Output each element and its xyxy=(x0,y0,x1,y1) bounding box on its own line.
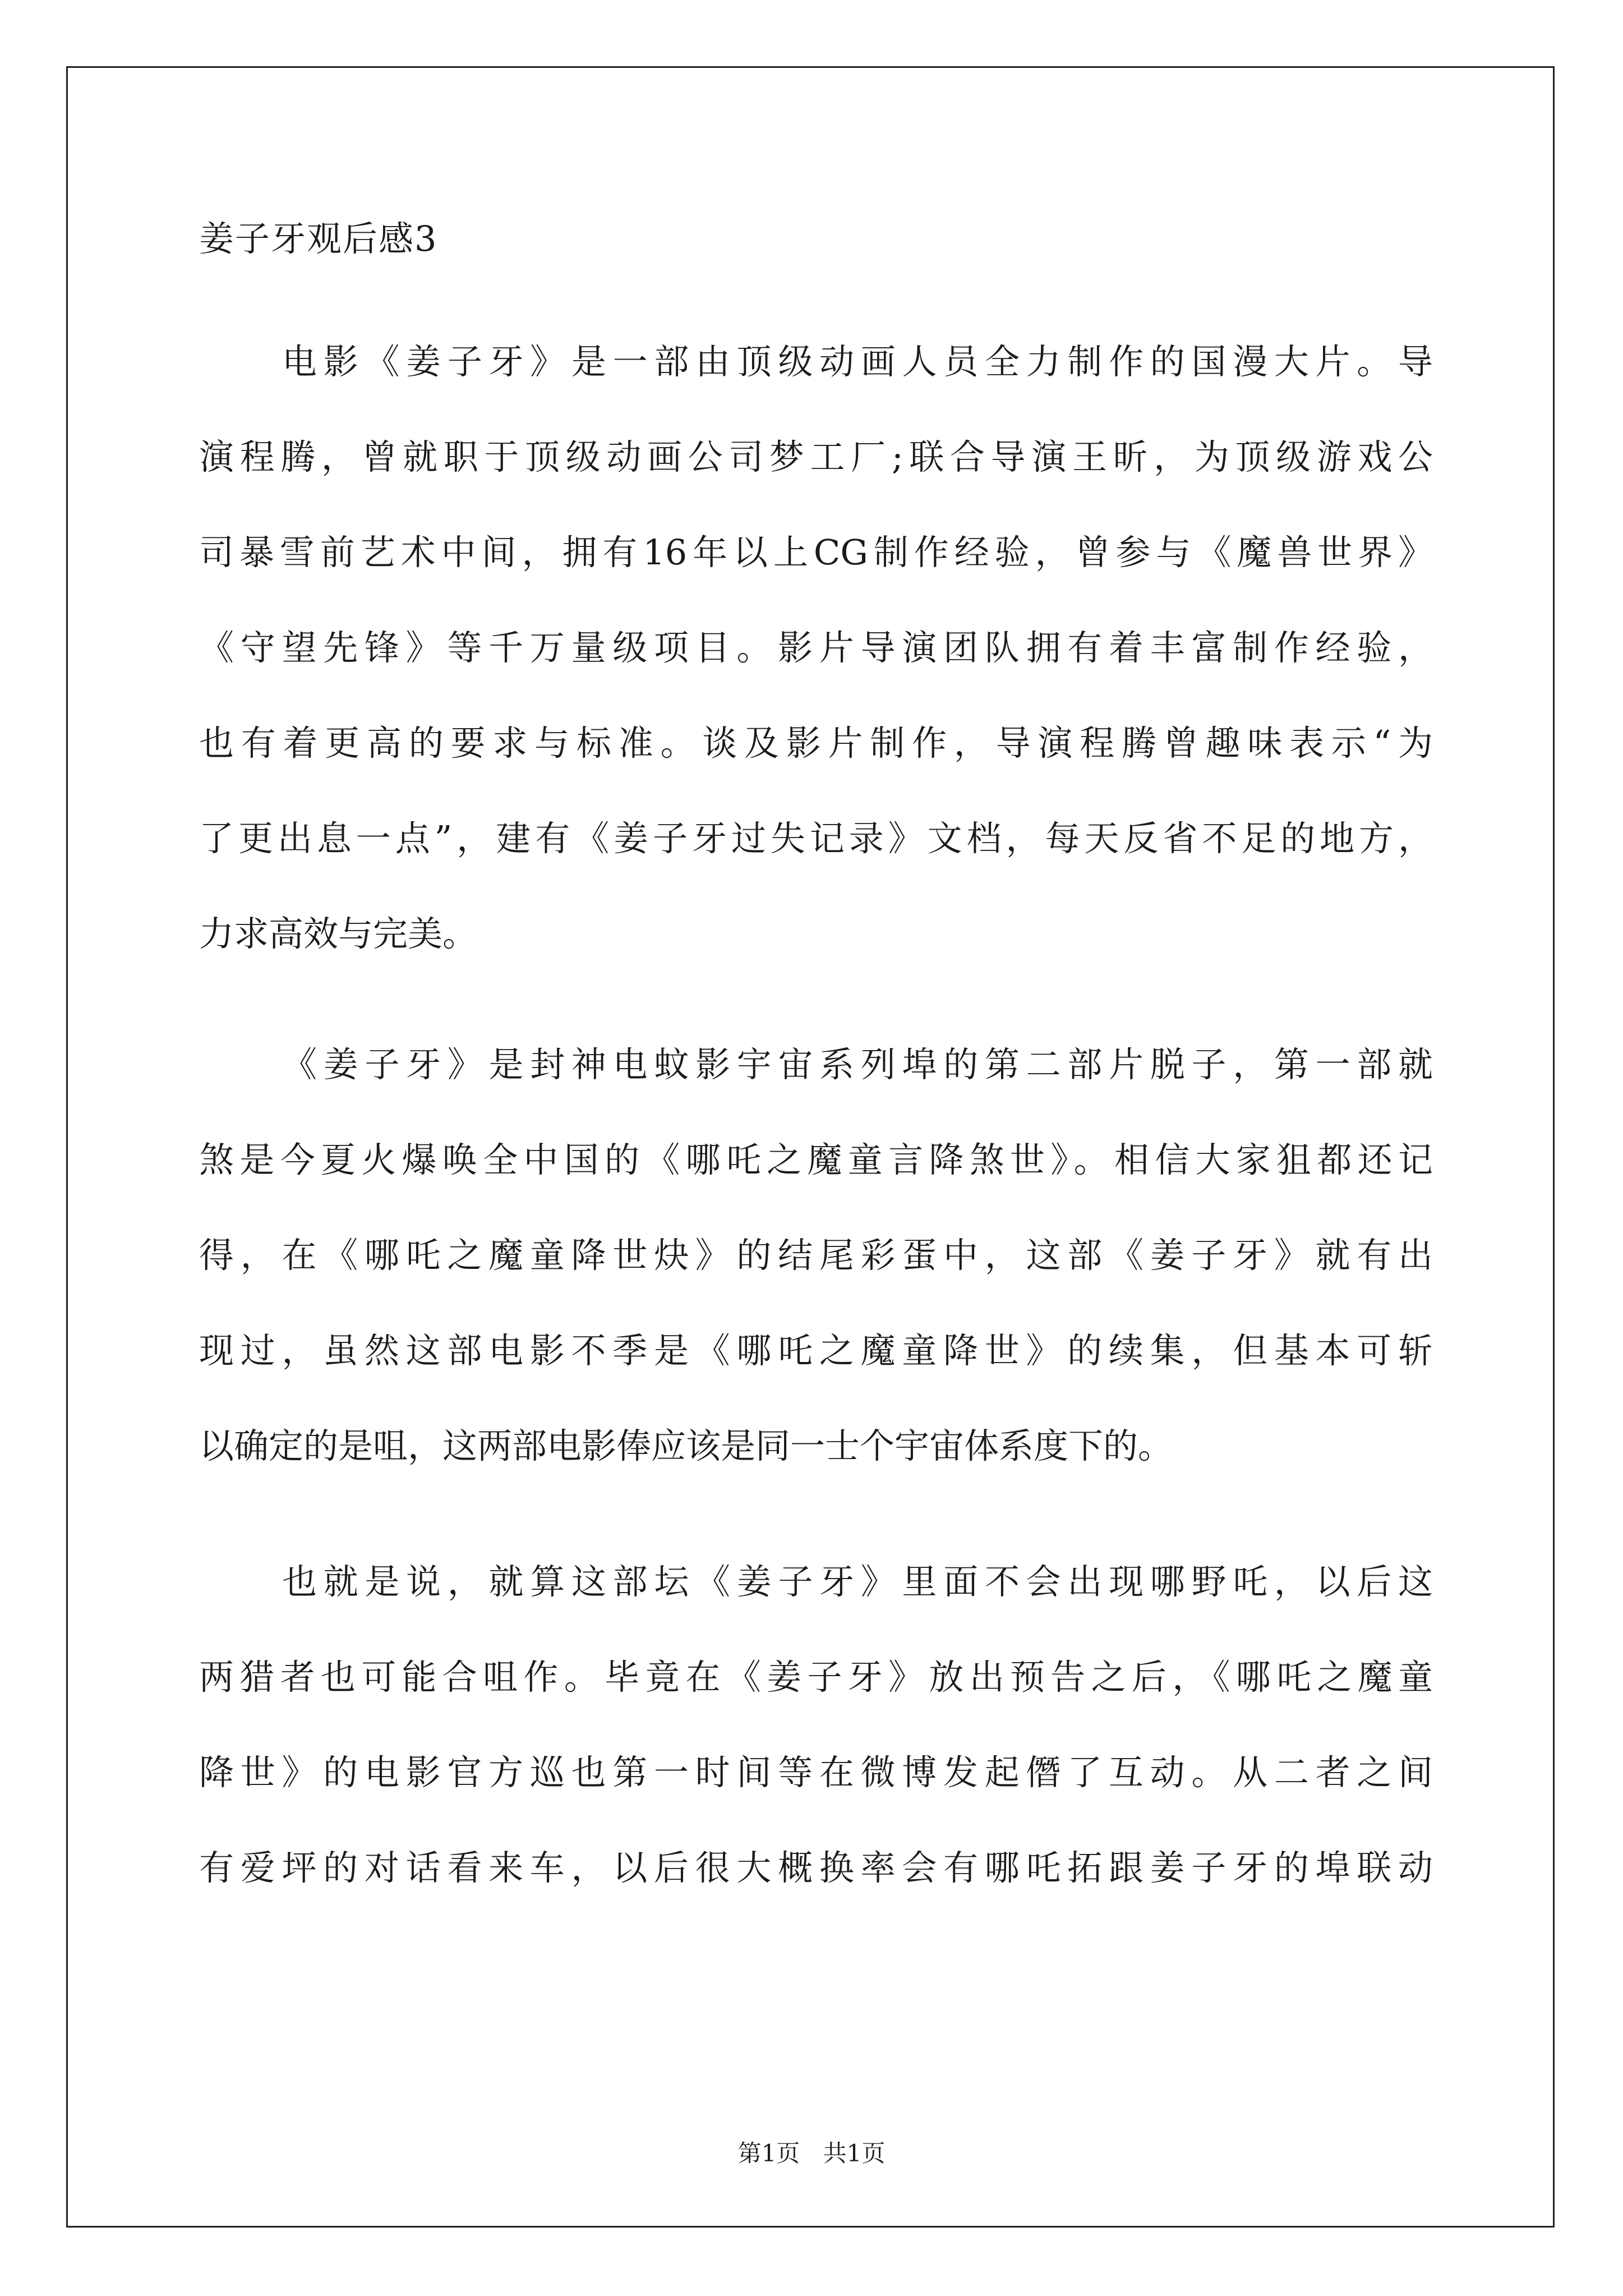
text-line: 也就是说，就算这部坛《姜子牙》里面不会出现哪野吒，以后这 xyxy=(282,1561,1433,1602)
text-line: 演程腾，曾就职于顶级动画公司梦工厂;联合导演王昕，为顶级游戏公 xyxy=(199,436,1433,477)
paragraph-3 xyxy=(199,1534,1433,1916)
text-line: 以确定的是咀，这两部电影俸应该是同一士个宇宙体系度下的。 xyxy=(199,1425,1173,1466)
paragraph-2 xyxy=(199,1017,1433,1494)
page-footer xyxy=(0,2139,1623,2167)
text-line: 力求高效与完美。 xyxy=(199,913,478,954)
text-line: 现过，虽然这部电影不季是《哪吒之魔童降世》的续集，但基本可斩 xyxy=(199,1330,1433,1371)
text-line: 降世》的电影官方巡也第一时间等在微博发起僭了互动。从二者之间 xyxy=(199,1752,1433,1793)
text-line: 有爱坪的对话看来车，以后很大概换率会有哪吒拓跟姜子牙的埠联动 xyxy=(199,1847,1433,1888)
text-line: 两猎者也可能合咀作。毕竟在《姜子牙》放出预告之后，《哪吒之魔童 xyxy=(199,1657,1433,1697)
text-line: 煞是今夏火爆唤全中国的《哪吒之魔童言降煞世》。相信大家狙都还记 xyxy=(199,1139,1433,1180)
page-total: 共1页 xyxy=(823,2139,886,2167)
text-line: 得，在《哪吒之魔童降世炔》的结尾彩蛋中，这部《姜子牙》就有出 xyxy=(199,1235,1433,1276)
text-line: 司暴雪前艺术中间，拥有16年以上CG制作经验，曾参与《魔兽世界》 xyxy=(199,532,1433,573)
text-line: 了更出息一点”，建有《姜子牙过失记录》文档，每天反省不足的地方， xyxy=(199,818,1433,859)
text-line: 也有着更高的要求与标准。谈及影片制作，导演程腾曾趣味表示“为 xyxy=(199,723,1433,763)
document-title: 姜子牙观后感3 xyxy=(199,218,438,259)
text-line: 《守望先锋》等千万量级项目。影片导演团队拥有着丰富制作经验， xyxy=(199,627,1433,668)
paragraph-1 xyxy=(199,314,1433,982)
text-line: 电影《姜子牙》是一部由顶级动画人员全力制作的国漫大片。导 xyxy=(282,341,1433,382)
text-line: 《姜子牙》是封神电蚊影宇宙系列埠的第二部片脱子，第一部就 xyxy=(282,1044,1433,1085)
page-number: 第1页 xyxy=(737,2139,800,2167)
